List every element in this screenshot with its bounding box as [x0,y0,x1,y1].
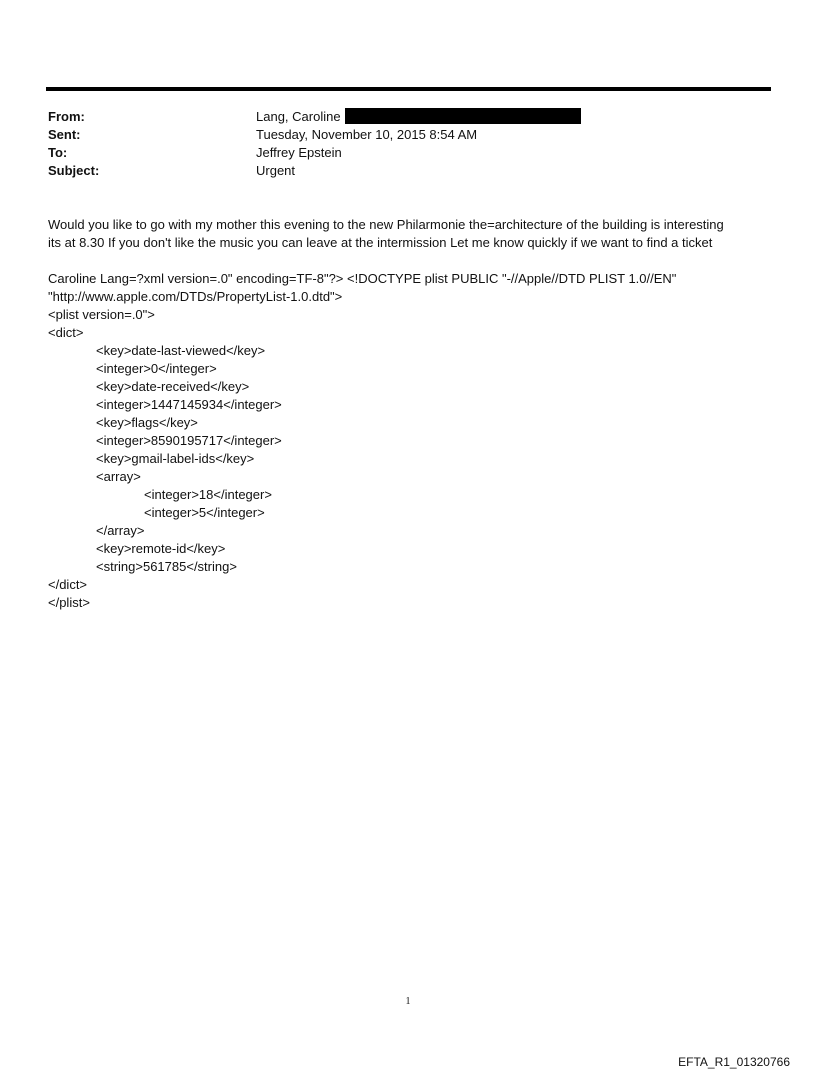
body-line-1: Would you like to go with my mother this evening to the new Philarmonie the=architecture of the building is interesting [48,217,724,232]
sent-label: Sent: [48,127,81,142]
plist-block [48,306,778,612]
plist-line: <plist version=.0"> [48,307,155,322]
email-header [48,108,768,180]
plist-line: </array> [96,523,145,538]
plist-line: <integer>8590195717</integer> [96,433,282,448]
plist-line: <key>gmail-label-ids</key> [96,451,255,466]
plist-line: <integer>0</integer> [96,361,217,376]
plist-line: <integer>18</integer> [144,487,272,502]
plist-line: </plist> [48,595,90,610]
signature-line-2: "http://www.apple.com/DTDs/PropertyList-1.0.dtd"> [48,289,343,304]
subject-row [48,162,768,180]
plist-line: <key>date-received</key> [96,379,250,394]
to-row [48,144,768,162]
from-label: From: [48,109,85,124]
body-line-2: its at 8.30 If you don't like the music you can leave at the intermission Let me know quickly if we want to find a ticket [48,235,713,250]
paragraph-gap [48,252,778,270]
plist-line: <dict> [48,325,84,340]
document-id: EFTA_R1_01320766 [678,1055,790,1069]
to-value: Jeffrey Epstein [256,145,342,160]
plist-line: <key>flags</key> [96,415,198,430]
from-row [48,108,768,126]
from-name: Lang, Caroline [256,109,341,124]
plist-line: <array> [96,469,141,484]
plist-line: <string>561785</string> [96,559,237,574]
plist-line: <integer>5</integer> [144,505,265,520]
plist-line: </dict> [48,577,88,592]
email-body [48,216,778,612]
plist-line: <integer>1447145934</integer> [96,397,282,412]
plist-line: <key>remote-id</key> [96,541,226,556]
page-number: 1 [405,996,411,1007]
subject-label: Subject: [48,163,100,178]
sent-row [48,126,768,144]
signature-line-1: Caroline Lang=?xml version=.0" encoding=TF-8"?> <!DOCTYPE plist PUBLIC "-//Apple//DTD PLIST 1.0//EN" [48,271,677,286]
to-label: To: [48,145,68,160]
header-rule [46,87,771,91]
plist-line: <key>date-last-viewed</key> [96,343,266,358]
redaction-block [345,108,581,124]
subject-value: Urgent [256,163,296,178]
sent-value: Tuesday, November 10, 2015 8:54 AM [256,127,478,142]
from-value [256,108,581,126]
